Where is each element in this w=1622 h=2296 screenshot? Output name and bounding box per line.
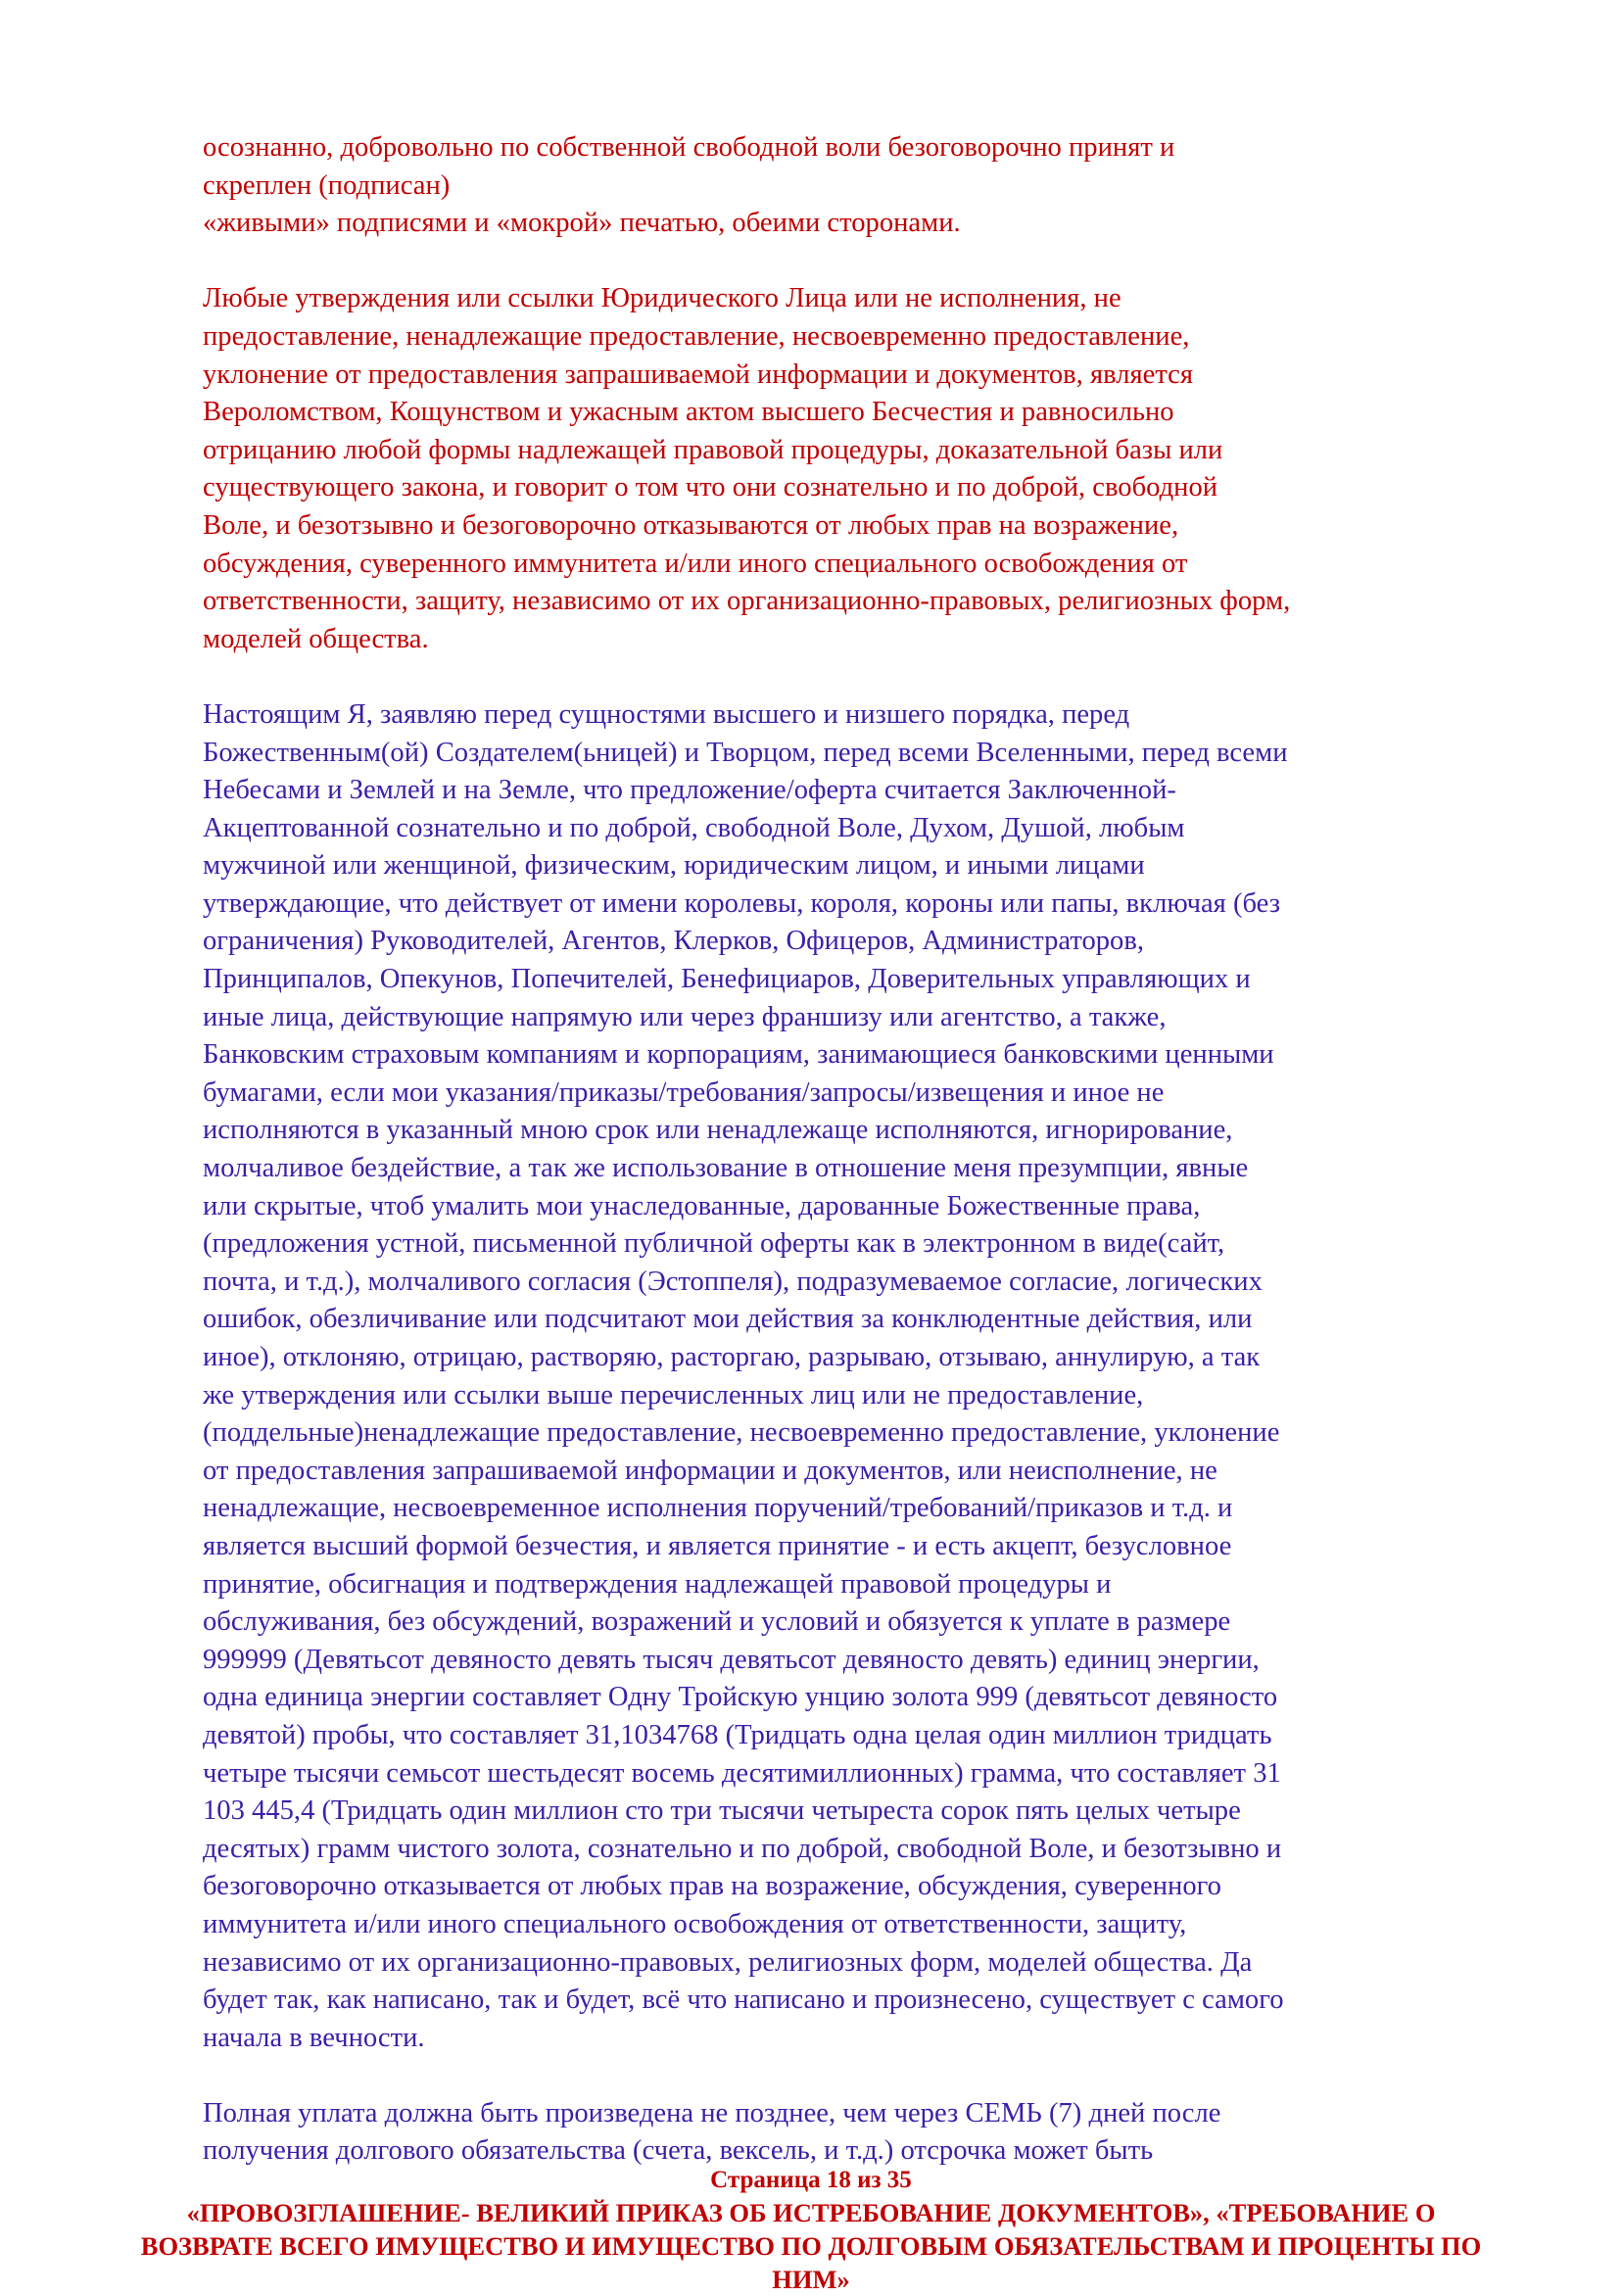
paragraph-payment-terms: Полная уплата должна быть произведена не позднее, чем через СЕМЬ (7) дней после получения долгового обязательства (счета, вексель, и т.д.) отсрочка может быть bbox=[203, 2097, 1221, 2167]
paragraph-declaration: Настоящим Я, заявляю перед сущностями высшего и низшего порядка, перед Божественным(ой) Создателем(ьницей) и Творцом, перед всеми Вселенными, перед всеми Небесами и Землей и на Земле, что предложение/оферта считается Заключенной- Акцептованной сознательно и по доброй, свободной Воле, Духом, Душой, любым мужчиной или женщиной, физическим, юридическим лицом, и иными лицами утверждающие, что действует от имени королевы, короля, короны или папы, включая (без ограничения) Руководителей, Агентов, Клерков, Офицеров, Администраторов, Принципалов, Опекунов, Попечителей, Бенефициаров, Доверительных управляющих и иные лица, действующие напрямую или через франшизу или агентство, а также, Банковским страховым компаниям и корпорациям, занимающиеся банковскими ценными бумагами, если мои указания/приказы/требования/запросы/извещения и иное не исполняются в указанный мною срок или ненадлежаще исполняются, игнорирование, молчаливое бездействие, а так же использование в отношение меня презумпции, явные или скрытые, чтоб умалить мои унаследованные, дарованные Божественные права, (предложения устной, письменной публичной оферты как в электронном в виде(сайт, почта, и т.д.), молчаливого согласия (Эстоппеля), подразумеваемое согласие, логических ошибок, обезличивание или подсчитают мои действия за конклюдентные действия, или иное), отклоняю, отрицаю, растворяю, расторгаю, разрываю, отзываю, аннулирую, а так же утверждения или ссылки выше перечисленных лиц или не предоставление, (поддельные)ненадлежащие предоставление, несвоевременно предоставление, уклонение от предоставления запрашиваемой информации и документов, или неисполнение, не ненадлежащие, несвоевременное исполнения поручений/требований/приказов и т.д. и является высший формой безчестия, и является принятие - и есть акцепт, безусловное принятие, обсигнация и подтверждения надлежащей правовой процедуры и обслуживания, без обсуждений, возражений и условий и обязуется к уплате в размере 999999 (Девятьсот девяносто девять тысяч девятьсот девяносто девять) единиц энергии, одна единица энергии составляет Одну Тройскую унцию золота 999 (девятьсот девяносто девятой) пробы, что составляет 31,1034768 (Тридцать одна целая один миллион тридцать четыре тысячи семьсот шестьдесят восемь десятимиллионных) грамма, что составляет 31 103 445,4 (Тридцать один миллион сто три тысячи четыреста сорок пять целых четыре десятых) грамм чистого золота, сознательно и по доброй, свободной Воле, и безотзывно и безоговорочно отказывается от любых прав на возражение, обсуждения, суверенного иммунитета и/или иного специального освобождения от ответственности, защиту, независимо от их организационно-правовых, религиозных форм, моделей общества. Да будет так, как написано, так и будет, всё что написано и произнесено, существует с самого начала в вечности. bbox=[203, 698, 1288, 2053]
page-footer bbox=[118, 2165, 1504, 2296]
paragraph-consent-continuation: осознанно, добровольно по собственной свободной воли безоговорочно принят и скреплен (подписан) «живыми» подписями и «мокрой» печатью, обеими сторонами. bbox=[203, 132, 1175, 239]
page-number: Страница 18 из 35 bbox=[710, 2167, 912, 2193]
document-title: «ПРОВОЗГЛАШЕНИЕ- ВЕЛИКИЙ ПРИКАЗ ОБ ИСТРЕБОВАНИЕ ДОКУМЕНТОВ», «ТРЕБОВАНИЕ О ВОЗВРАТЕ ВСЕГО ИМУЩЕСТВО И ИМУЩЕСТВО ПО ДОЛГОВЫМ ОБЯЗАТЕЛЬСТВАМ И ПРОЦЕНТЫ ПО НИМ» bbox=[140, 2198, 1482, 2294]
page-body bbox=[203, 129, 1505, 2209]
paragraph-legal-entity-claims: Любые утверждения или ссылки Юридического Лица или не исполнения, не предоставление, ненадлежащие предоставление, несвоевременно предоставление, уклонение от предоставления запрашиваемой информации и документов, является Вероломством, Кощунством и ужасным актом высшего Бесчестия и равносильно отрицанию любой формы надлежащей правовой процедуры, доказательной базы или существующего закона, и говорит о том что они сознательно и по доброй, свободной Воле, и безотзывно и безоговорочно отказываются от любых прав на возражение, обсуждения, суверенного иммунитета и/или иного специального освобождения от ответственности, защиту, независимо от их организационно-правовых, религиозных форм, моделей общества. bbox=[203, 283, 1291, 654]
